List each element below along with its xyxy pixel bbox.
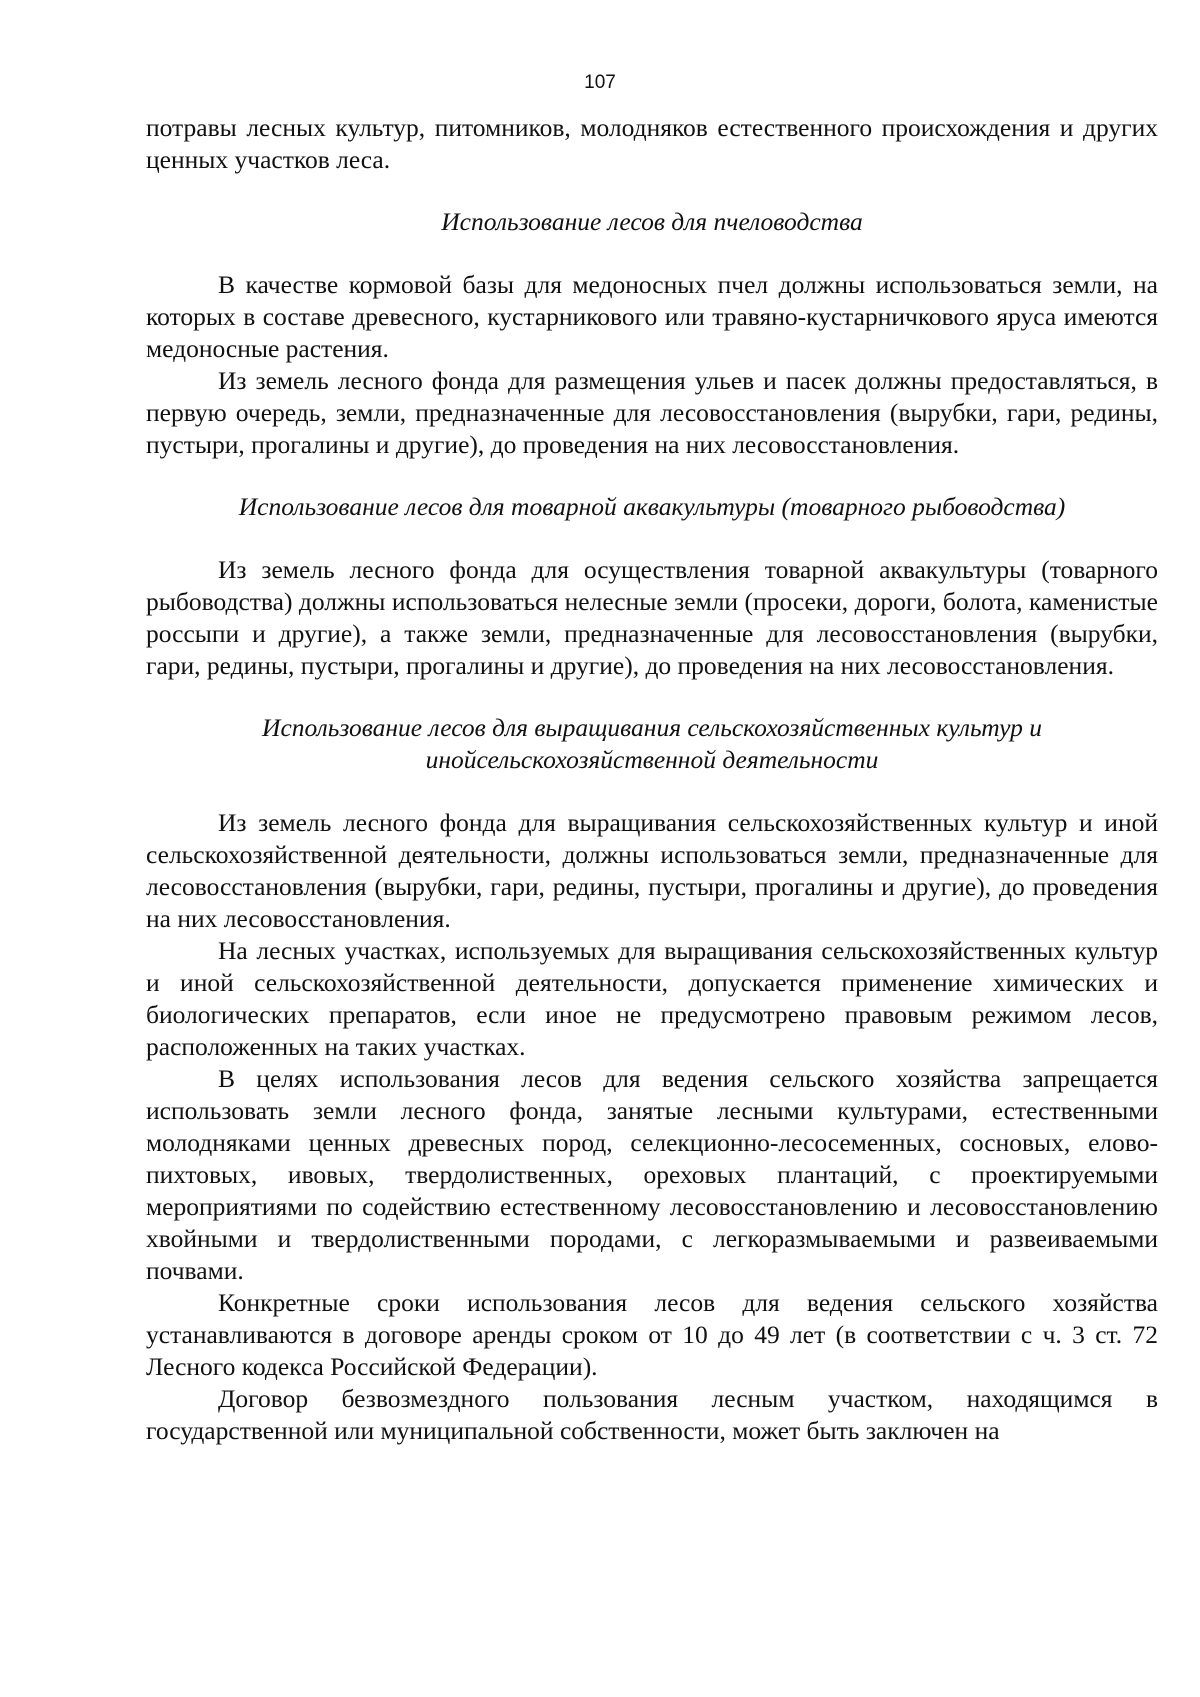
paragraph: В качестве кормовой базы для медоносных пчел должны использоваться земли, на которых в составе древесного, кустарникового или травяно-кустарничкового яруса имеются медоносные растения. bbox=[146, 270, 1158, 363]
section-heading-aquaculture: Использование лесов для товарной аквакультуры (товарного рыбоводства) bbox=[238, 492, 1066, 521]
paragraph: потравы лесных культур, питомников, молодняков естественного происхождения и других ценных участков леса. bbox=[146, 113, 1158, 174]
paragraph: Конкретные сроки использования лесов для ведения сельского хозяйства устанавливаются в договоре аренды сроком от 10 до 49 лет (в соответствии с ч. 3 ст. 72 Лесного кодекса Российской Федерации). bbox=[146, 1288, 1158, 1381]
page-content bbox=[146, 112, 1158, 1447]
paragraph: На лесных участках, используемых для выращивания сельскохозяйственных культур и иной сельскохозяйственной деятельности, допускается применение химических и биологических препаратов, если иное не предусмотрено правовым режимом лесов, расположенных на таких участках. bbox=[146, 936, 1158, 1061]
section-heading-beekeeping: Использование лесов для пчеловодства bbox=[441, 207, 863, 236]
paragraph: В целях использования лесов для ведения сельского хозяйства запрещается использовать земли лесного фонда, занятые лесными культурами, естественными молодняками ценных древесных пород, селекционно-лесосеменных, сосновых, елово-пихтовых, ивовых, твердолиственных, ореховых плантаций, с проектируемыми мероприятиями по содействию естественному лесовосстановлению и лесовосстановлению хвойными и твердолиственными породами, с легкоразмываемыми и развеиваемыми почвами. bbox=[146, 1064, 1158, 1285]
paragraph: Из земель лесного фонда для выращивания сельскохозяйственных культур и иной сельскохозяйственной деятельности, должны использоваться земли, предназначенные для лесовосстановления (вырубки, гари, редины, пустыри, прогалины и другие), до проведения на них лесовосстановления. bbox=[146, 808, 1158, 933]
section-heading-agriculture: Использование лесов для выращивания сельскохозяйственных культур и инойсельскохозяйственной деятельности bbox=[262, 713, 1042, 774]
paragraph: Из земель лесного фонда для размещения ульев и пасек должны предоставляться, в первую очередь, земли, предназначенные для лесовосстановления (вырубки, гари, редины, пустыри, прогалины и другие), до проведения на них лесовосстановления. bbox=[146, 366, 1158, 459]
paragraph: Из земель лесного фонда для осуществления товарной аквакультуры (товарного рыбоводства) должны использоваться нелесные земли (просеки, дороги, болота, каменистые россыпи и другие), а также земли, предназначенные для лесовосстановления (вырубки, гари, редины, пустыри, прогалины и другие), до проведения на них лесовосстановления. bbox=[146, 555, 1158, 680]
page-number: 107 bbox=[584, 72, 616, 93]
paragraph: Договор безвозмездного пользования лесным участком, находящимся в государственной или муниципальной собственности, может быть заключен на bbox=[146, 1384, 1158, 1445]
